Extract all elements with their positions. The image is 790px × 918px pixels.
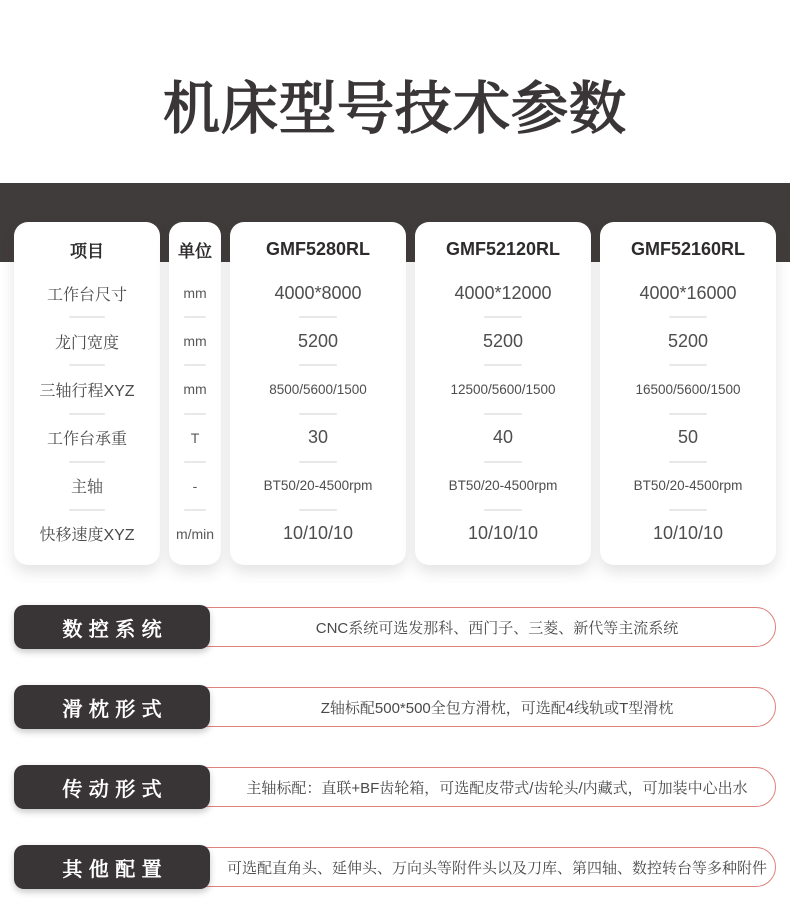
column-header-model-2: GMF52120RL: [445, 238, 561, 259]
spec-cell: mm: [183, 333, 207, 350]
spec-cell: 5200: [667, 330, 709, 351]
feature-row-transmission: [14, 765, 776, 809]
feature-rows: [0, 565, 790, 889]
column-header-model-1: GMF5280RL: [265, 238, 371, 259]
feature-label: 传动形式: [14, 765, 210, 809]
column-header-model-3: GMF52160RL: [630, 238, 746, 259]
spec-cell: 三轴行程XYZ: [39, 382, 135, 400]
spec-cell: -: [192, 477, 198, 494]
spec-cell: 10/10/10: [282, 523, 354, 544]
spec-cell: 8500/5600/1500: [269, 381, 367, 397]
spec-cell: 4000*12000: [454, 282, 552, 303]
column-card-model-3: [600, 222, 776, 565]
column-card-units: [169, 222, 221, 565]
feature-row-other-options: [14, 845, 776, 889]
spec-cell: 工作台尺寸: [46, 286, 127, 304]
spec-cell: mm: [183, 285, 207, 302]
spec-cell: 5200: [297, 330, 339, 351]
feature-description-pill: 可选配直角头、延伸头、万向头等附件头以及刀库、第四轴、数控转台等多种附件: [184, 847, 776, 887]
column-card-items: [14, 222, 160, 565]
feature-description-pill: 主轴标配：直联+BF齿轮箱，可选配皮带式/齿轮头/内藏式，可加装中心出水: [184, 767, 776, 807]
spec-cell: BT50/20-4500rpm: [633, 478, 743, 494]
spec-table-section: [0, 183, 790, 565]
spec-cell: 4000*8000: [274, 282, 362, 303]
spec-cell: T: [190, 429, 200, 446]
spec-cell: 工作台承重: [46, 431, 127, 449]
column-body: [14, 270, 160, 557]
column-card-model-2: [415, 222, 591, 565]
spec-cell: BT50/20-4500rpm: [448, 478, 558, 494]
feature-description-pill: Z轴标配500*500全包方滑枕，可选配4线轨或T型滑枕: [184, 687, 776, 727]
feature-label: 滑枕形式: [14, 685, 210, 729]
column-body: [600, 270, 776, 557]
spec-cell: 龙门宽度: [54, 334, 119, 352]
column-card-model-1: [230, 222, 406, 565]
spec-cell: 30: [307, 427, 329, 448]
page-title: 机床型号技术参数: [163, 77, 627, 141]
spec-cell: 50: [677, 427, 699, 448]
column-body: [230, 270, 406, 557]
spec-cell: 10/10/10: [652, 523, 724, 544]
spec-cell: 4000*16000: [639, 282, 737, 303]
spec-cell: mm: [183, 381, 207, 398]
feature-row-ram-type: [14, 685, 776, 729]
column-body: [169, 270, 221, 557]
spec-cell: m/min: [175, 525, 215, 542]
spec-cell: 12500/5600/1500: [450, 381, 556, 397]
spec-table: [0, 183, 790, 565]
column-header-items: 项目: [70, 241, 104, 261]
spec-cell: BT50/20-4500rpm: [263, 478, 373, 494]
spec-cell: 5200: [482, 330, 524, 351]
feature-description-pill: CNC系统可选发那科、西门子、三菱、新代等主流系统: [184, 607, 776, 647]
feature-label: 其他配置: [14, 845, 210, 889]
spec-cell: 主轴: [70, 479, 103, 497]
spec-cell: 40: [492, 427, 514, 448]
spec-cell: 快移速度XYZ: [39, 527, 135, 545]
column-body: [415, 270, 591, 557]
spec-cell: 10/10/10: [467, 523, 539, 544]
feature-row-cnc-system: [14, 605, 776, 649]
column-header-units: 单位: [178, 241, 212, 261]
spec-cell: 16500/5600/1500: [635, 381, 741, 397]
hero-header: [0, 0, 790, 183]
feature-label: 数控系统: [14, 605, 210, 649]
